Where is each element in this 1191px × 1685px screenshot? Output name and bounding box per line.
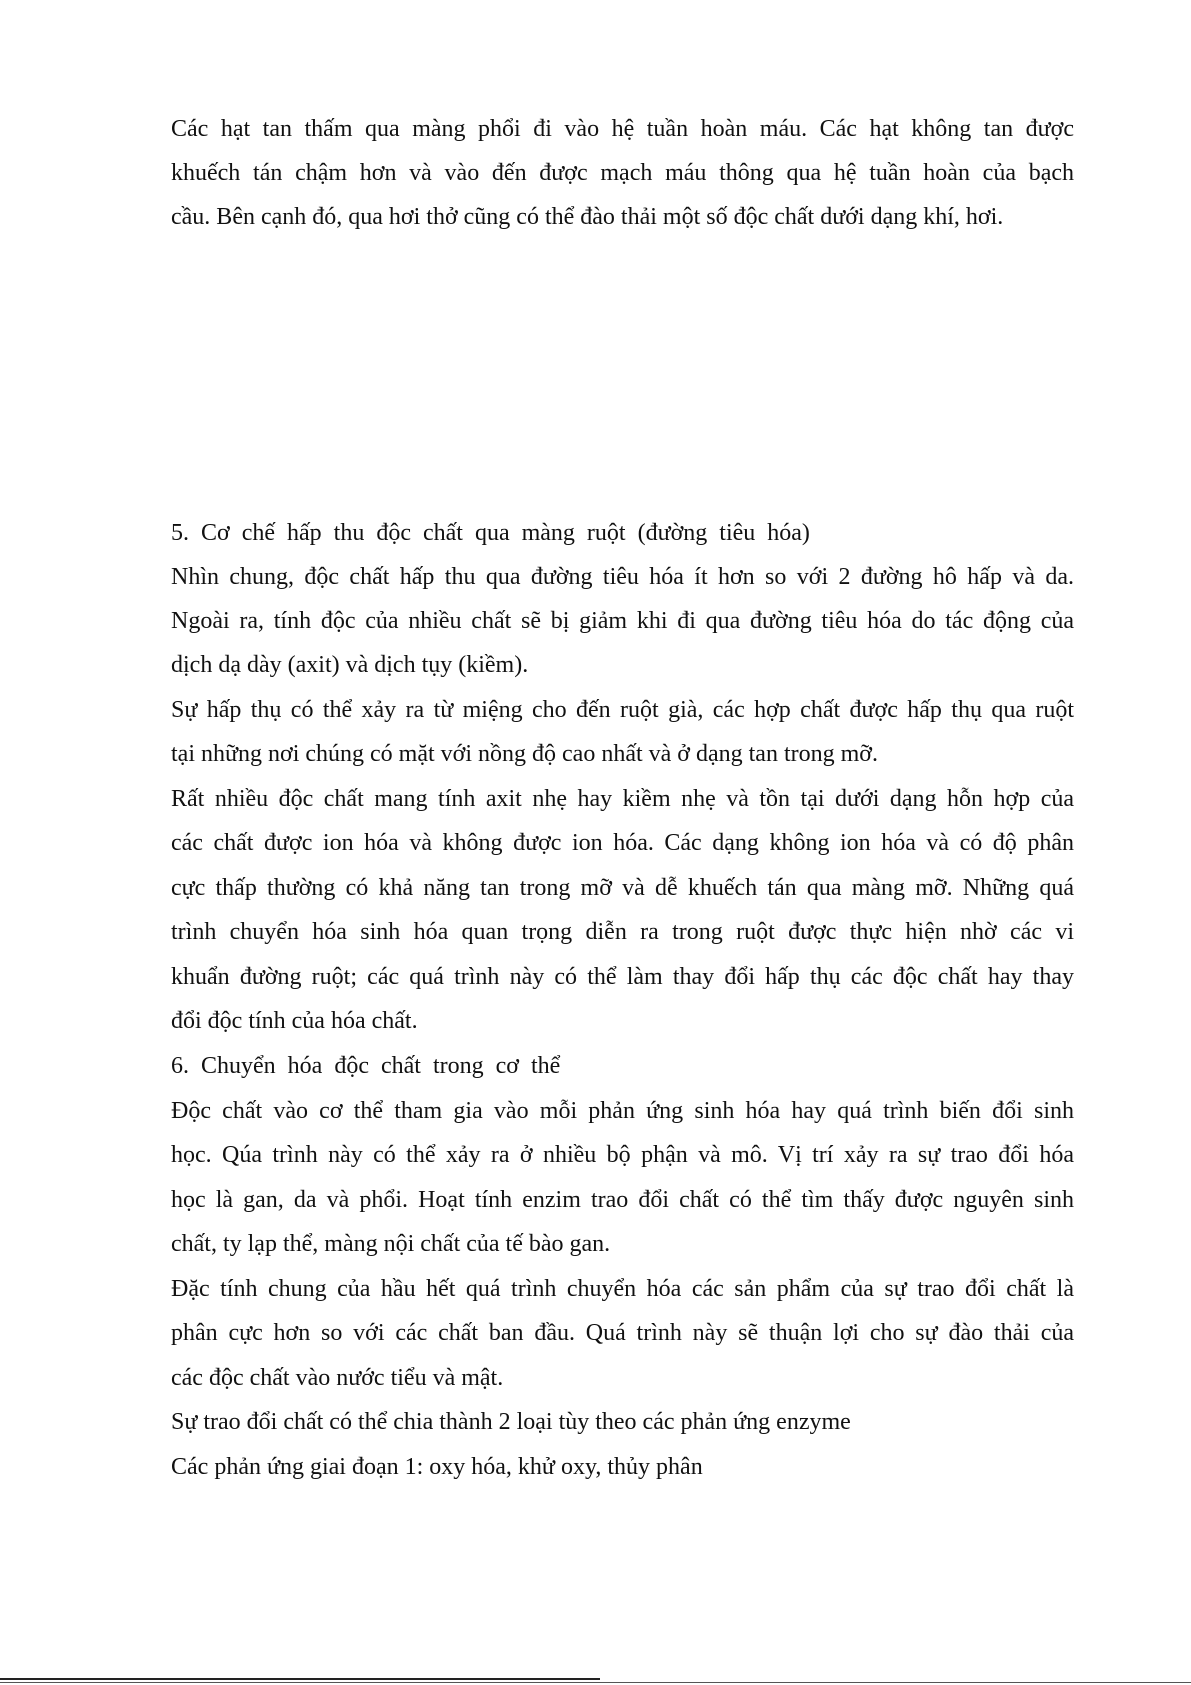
- paragraph-line: chất, ty lạp thể, màng nội chất của tế bào gan.: [171, 1231, 611, 1257]
- paragraph-line: Các hạt tan thấm qua màng phổi đi vào hệ tuần hoàn máu. Các hạt không tan được: [171, 116, 1074, 142]
- paragraph-line: Nhìn chung, độc chất hấp thu qua đường tiêu hóa ít hơn so với 2 đường hô hấp và da.: [171, 564, 1074, 590]
- paragraph-line: Các phản ứng giai đoạn 1: oxy hóa, khử oxy, thủy phân: [171, 1454, 703, 1480]
- paragraph-line: Đặc tính chung của hầu hết quá trình chuyển hóa các sản phẩm của sự trao đổi chất là: [171, 1276, 1074, 1302]
- paragraph-line: cầu. Bên cạnh đó, qua hơi thở cũng có thể đào thải một số độc chất dưới dạng khí, hơi.: [171, 204, 1004, 230]
- paragraph-line: Sự trao đổi chất có thể chia thành 2 loại tùy theo các phản ứng enzyme: [171, 1409, 851, 1435]
- paragraph-line: khuẩn đường ruột; các quá trình này có thể làm thay đổi hấp thụ các độc chất hay thay: [171, 964, 1074, 990]
- paragraph-line: các chất được ion hóa và không được ion hóa. Các dạng không ion hóa và có độ phân: [171, 830, 1074, 856]
- paragraph-line: dịch dạ dày (axit) và dịch tụy (kiềm).: [171, 652, 529, 678]
- paragraph-line: khuếch tán chậm hơn và vào đến được mạch máu thông qua hệ tuần hoàn của bạch: [171, 160, 1074, 186]
- paragraph-line: phân cực hơn so với các chất ban đầu. Quá trình này sẽ thuận lợi cho sự đào thải của: [171, 1320, 1074, 1346]
- section-6-heading: 6. Chuyển hóa độc chất trong cơ thể: [171, 1053, 561, 1079]
- paragraph-line: các độc chất vào nước tiểu và mật.: [171, 1365, 504, 1391]
- paragraph-line: Ngoài ra, tính độc của nhiều chất sẽ bị giảm khi đi qua đường tiêu hóa do tác động của: [171, 608, 1074, 634]
- paragraph-line: tại những nơi chúng có mặt với nồng độ cao nhất và ở dạng tan trong mỡ.: [171, 741, 878, 767]
- footer-divider-thin: [0, 1682, 1191, 1683]
- paragraph-line: Sự hấp thụ có thể xảy ra từ miệng cho đến ruột già, các hợp chất được hấp thụ qua ruột: [171, 697, 1074, 723]
- paragraph-line: Độc chất vào cơ thể tham gia vào mỗi phản ứng sinh hóa hay quá trình biến đổi sinh: [171, 1098, 1074, 1124]
- footer-divider: [0, 1678, 600, 1680]
- paragraph-line: học. Qúa trình này có thể xảy ra ở nhiều bộ phận và mô. Vị trí xảy ra sự trao đổi hóa: [171, 1142, 1074, 1168]
- paragraph-line: đổi độc tính của hóa chất.: [171, 1008, 418, 1034]
- paragraph-line: Rất nhiều độc chất mang tính axit nhẹ hay kiềm nhẹ và tồn tại dưới dạng hỗn hợp của: [171, 786, 1074, 812]
- paragraph-line: học là gan, da và phổi. Hoạt tính enzim trao đổi chất có thể tìm thấy được nguyên sinh: [171, 1187, 1074, 1213]
- section-5-heading: 5. Cơ chế hấp thu độc chất qua màng ruột (đường tiêu hóa): [171, 520, 810, 546]
- paragraph-line: cực thấp thường có khả năng tan trong mỡ và dễ khuếch tán qua màng mỡ. Những quá: [171, 875, 1074, 901]
- paragraph-line: trình chuyển hóa sinh hóa quan trọng diễn ra trong ruột được thực hiện nhờ các vi: [171, 919, 1074, 945]
